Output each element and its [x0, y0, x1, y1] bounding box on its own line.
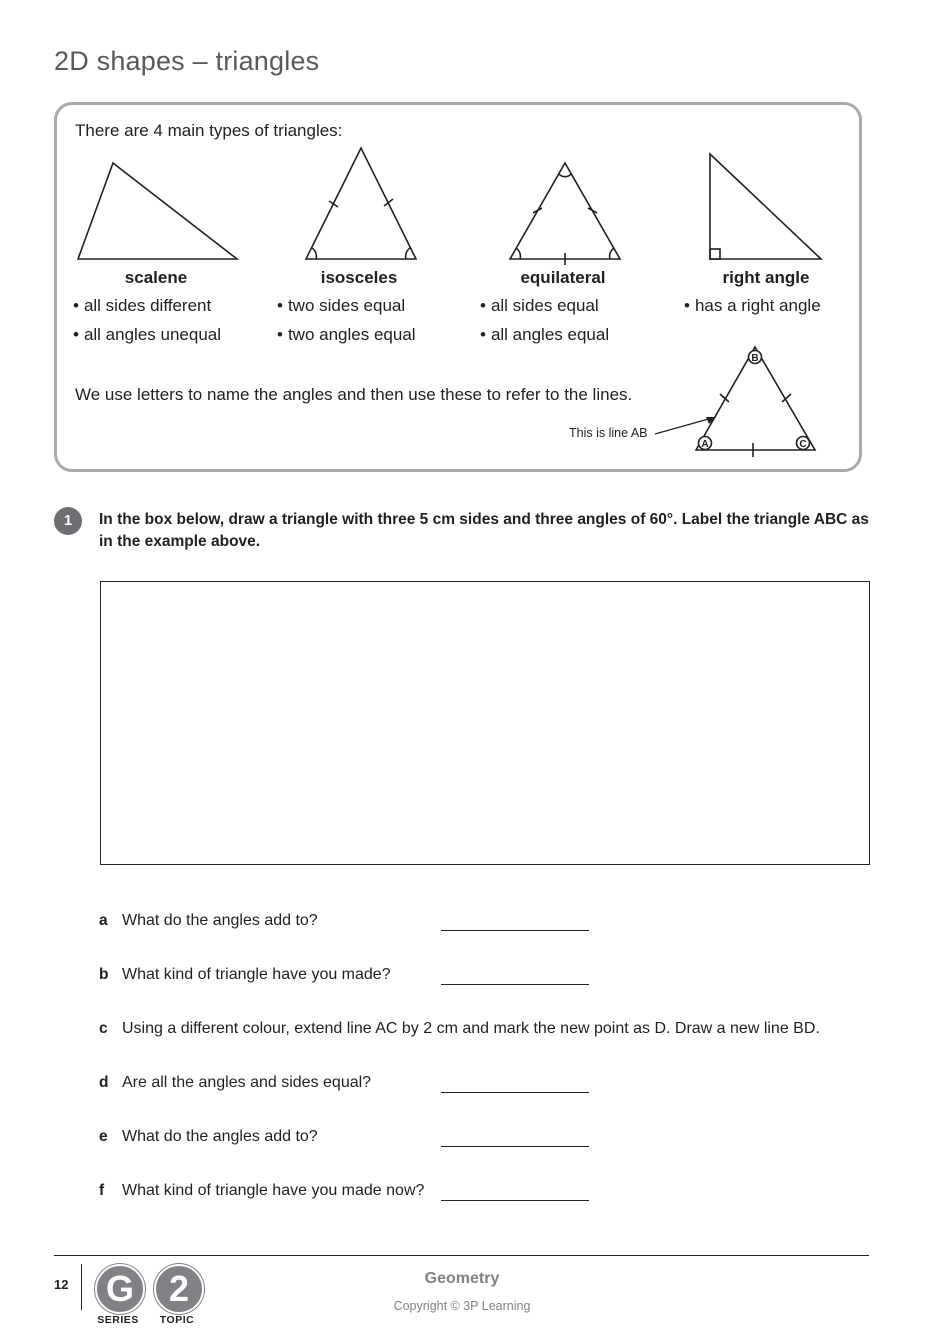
type-name-equilateral: equilateral [520, 268, 606, 287]
intro-text: There are 4 main types of triangles: [75, 121, 343, 140]
vertex-label-c: C [799, 439, 807, 450]
part-letter-e: e [99, 1128, 108, 1145]
part-letter-b: b [99, 966, 109, 983]
part-letter-a: a [99, 912, 108, 929]
right-angle-bullet-1: • has a right angle [684, 296, 821, 316]
naming-text: We use letters to name the angles and then use these to refer to the lines. [75, 385, 633, 404]
part-text-e: What do the angles add to? [122, 1128, 318, 1145]
labelled-triangle-abc-icon [655, 347, 815, 457]
type-name-isosceles: isosceles [320, 268, 398, 287]
question-text: In the box below, draw a triangle with three 5 cm sides and three angles of 60°. Label the triangle ABC as in the example above. [99, 511, 869, 550]
topic-badge: 2 [154, 1264, 204, 1314]
scalene-bullet-1: • all sides different [73, 296, 211, 316]
part-letter-d: d [99, 1074, 109, 1091]
footer-copyright: Copyright © 3P Learning [393, 1299, 531, 1313]
vertex-label-b: B [751, 353, 759, 364]
equilateral-bullet-2: • all angles equal [480, 325, 609, 345]
part-text-a: What do the angles add to? [122, 912, 318, 929]
isosceles-bullet-1: • two sides equal [277, 296, 405, 316]
series-badge: G [95, 1264, 145, 1314]
footer-vertical-divider [81, 1264, 82, 1310]
type-name-right-angle: right angle [722, 268, 810, 287]
footer-divider [54, 1255, 869, 1256]
part-letter-f: f [99, 1182, 105, 1199]
answer-line-a[interactable] [441, 929, 589, 931]
scalene-triangle-icon [78, 163, 237, 259]
answer-line-e[interactable] [441, 1145, 589, 1147]
page-title: 2D shapes – triangles [54, 46, 320, 76]
part-text-d: Are all the angles and sides equal? [122, 1074, 372, 1091]
scalene-bullet-2: • all angles unequal [73, 325, 221, 345]
question-number-badge: 1 [54, 507, 82, 535]
equilateral-bullet-1: • all sides equal [480, 296, 599, 316]
part-text-b: What kind of triangle have you made? [122, 966, 391, 983]
part-text-f: What kind of triangle have you made now? [122, 1182, 425, 1199]
isosceles-triangle-icon [306, 148, 416, 259]
part-letter-c: c [99, 1020, 108, 1037]
answer-line-d[interactable] [441, 1091, 589, 1093]
drawing-area[interactable] [100, 581, 870, 865]
triangle-diagrams [0, 0, 950, 480]
isosceles-bullet-2: • two angles equal [277, 325, 416, 345]
type-name-scalene: scalene [124, 268, 188, 287]
series-label: SERIES [97, 1314, 139, 1326]
answer-line-f[interactable] [441, 1199, 589, 1201]
part-text-c: Using a different colour, extend line AC by 2 cm and mark the new point as D. Draw a new line BD. [122, 1020, 820, 1037]
topic-label: TOPIC [159, 1314, 195, 1326]
vertex-label-a: A [701, 439, 709, 450]
page-number: 12 [54, 1277, 69, 1292]
line-ab-label: This is line AB [569, 426, 648, 440]
right-angle-triangle-icon [710, 154, 821, 259]
footer-subject: Geometry [424, 1270, 500, 1287]
equilateral-triangle-icon [510, 163, 620, 265]
answer-line-b[interactable] [441, 983, 589, 985]
